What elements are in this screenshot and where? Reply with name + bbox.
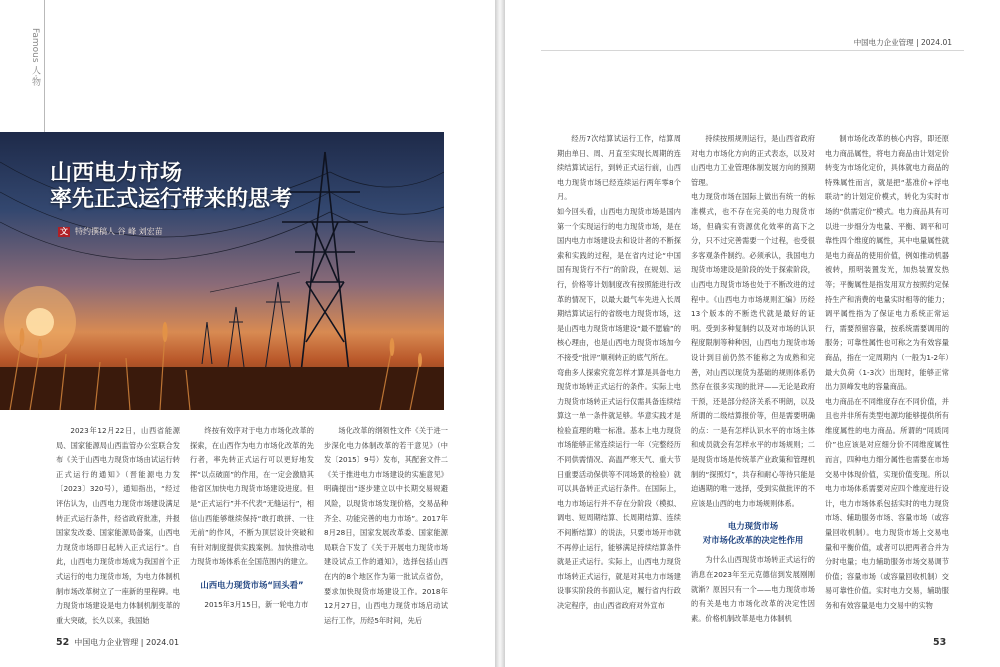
paragraph: 制市场化改革的核心内容，即还原电力商品属性，将电力商品由计划定价转变为市场化定价，具体就电力商品的特殊属性而言，就是把“基准价+浮电联动”的计划定价模式，转化为实时市场的“供需定价”模式。电力商品具有可以进一步细分为电量、平衡、调平和可靠性四个维度的属性，其中电量属性就是电力商品的使用价值，例如推动机器被转，照明装置发光，加热装置发热等；平衡属性是指发用双方按照约定保持生产和消费的电量实时相等的能力；调平属性指为了保证电力系统正常运行，需要预留容量，按系统需要调用的服务；可靠性属性也可称之为有效容量商品，指在一定周期内（一般为1-2年）最大负荷（1-3次）出现时，能够正常出力顶峰发电的容量商品。 电力商品在不同维度存在不同价值，并且也并非所有类型电源均能够提供所有维度属性的电力商品。所谓的“同质同价”也应该是对应细分价不同维度属性而言，四种电力细分属性也需要在市场交易中体现价值，实现价值变现。所以电力市场体系需要对应四个维度进行设计，电力市场体系包括实时的电力现货市场、辅助服务市场、容量市场（或容量回收机制）。电力现货市场上交易电量和平衡价值，或者可以把两者合并为分时电量；电力辅助服务市场交易调节价值；容量市场（或容量回收机制）交易可靠性价值。实时电力交易，辅助服务和有效容量是电力交易中的实物 bbox=[825, 134, 949, 610]
paragraph: 终按有效序对于电力市场化改革的探索，在山西作为电力市场化改革的先行者，率先转正式运行可以更好地发挥“以点破面”的作用，在一定会激励其他省区加快电力现货市场建设进度。但是“正式运行”并不代表“无缝运行”，相信山西能够继续保持“敢打敢拼、一往无前”的作风，不断为顶层设计突破和有针对制度提供实践案例。加快推动电力现货市场体系在全国范围内的建立。 bbox=[190, 426, 314, 567]
paragraph: 2023年12月22日，山西省能源局、国家能源局山西监管办公室联合发布《关于山西电力现货市场由试运行转正式运行的通知》（晋能源电力发〔2023〕320号），通知指出，“经过评估认为，山西电力现货市场建设满足转正式运行条件，经省政府批准，并报国家发改委、国家能源局备案，山西电力现货市场即日起转入正式运行”。自此，山西电力现货市场成为我国首个正式运行的电力现货市场，为电力体制机制市场改革树立了一座新的里程碑。电力现货市场建设是电力体制机制变革的重大突破，长久以来，我国始 bbox=[56, 426, 180, 625]
byline bbox=[58, 226, 163, 237]
running-header: 中国电力企业管理 | 2024.01 bbox=[853, 38, 952, 47]
section-subhead: 山西电力现货市场“回头看” bbox=[200, 579, 304, 590]
left-column-1 bbox=[56, 424, 180, 634]
right-column-1 bbox=[557, 132, 681, 632]
right-column-3 bbox=[825, 132, 949, 632]
byline-authors: 特约撰稿人 谷 峰 刘宏苗 bbox=[75, 227, 163, 236]
paragraph: 2015年3月15日，新一轮电力市 bbox=[204, 599, 309, 609]
paragraph: 持续按照规则运行，是山西省政府对电力市场化方向的正式表态，以及对山西电力工业管理体制发展方向的预期管理。 电力现货市场在国际上做出有统一的标准模式，也不存在完美的电力现货市场，但确实有资源优化效率的高下之分，只不过完善需要一个过程，也受很多客观条件制约。必须承认，我国电力现货市场建设是阶段的处于探索阶段，山西电力现货市场也处于不断改进的过程中。《山西电力市场规则汇编》历经13个版本的不断迭代就是最好的证明。受到多种复制约以及对市场的认识程度限制等种种因，山西电力现货市场设计到目前仍然不能称之为成熟和完善，对山西以现货为基础的规则体系仍然存在很多实现的批评——无论是政府干预，还是部分经济关系不明朗，以及所谓的二级结算报价等，但是需要明确的点：一是有怎样认识水平的市场主体和成员就会有怎样水平的市场规则；二是现货市场是传统革产业政策和管理机制的“探照灯”，共存和耐心等待只能是迫遇期的唯一选择，受到实做批评的不应该是山西的电力市场规则体系。 bbox=[691, 134, 815, 508]
left-page bbox=[0, 0, 495, 667]
paragraph: 经历7次结算试运行工作，结算周期由单日、周、月直至实现长周期的连续结算试运行，到转正式运行前，山西电力现货市场已经连续运行两年零8个月。 如今回头看，山西电力现货市场是国内第一个实现运行的电力现货市场，是在国内电力市场建设去和设计者的不断探索和实践的过程，是在省内过论“中国国有现货行不行”的阶段，在规划、运行，价格等计划制度改有按照能进行改革的情况下，以最大最气车先进入长周期结算试运行的省级电力现货市场，这是山西电力现货市场建设“最不愿输”的核心理由，也是山西电力现货市场加今不接受“批评”顺利转正的底气所在。 弯曲多人探索究竟怎样才算是具备电力现货市场转正式运行的条件。实际上电力现货市场转正式运行仅需具备连续结算这一单一条件就足够。华意实践才是检验直理的唯一标准。基本上电力现货市场能够正常连续运行一年（完整经历不同供需情况、高温严寒天气、重大节日重要活动保供等不同场景的检验）就可以具备转正式运行条件。在国际上，电力市场运行并不存在分阶段（模拟、调电、短周期结算、长周期结算、连续不间断结算）的说法，只要市场开市就不再停止运行，能够满足持续结算条件就是正式运行。实际上，山西电力现货市场转正式运行，就是对其电力市场建设事实阶段的书面认定，履行省内行政决定程序，由山西省政府对外宣布 bbox=[557, 134, 681, 610]
header-rule bbox=[541, 50, 964, 51]
byline-tag: 文 bbox=[60, 226, 68, 236]
folio-text: 中国电力企业管理 | 2024.01 bbox=[74, 638, 180, 647]
article-title: 山西电力市场 率先正式运行带来的思考 bbox=[50, 160, 293, 212]
page-number: 53 bbox=[933, 637, 947, 648]
right-folio bbox=[933, 637, 946, 648]
right-column-2 bbox=[691, 132, 815, 632]
section-divider bbox=[44, 0, 45, 132]
section-label: Famous 人·物 bbox=[30, 28, 40, 87]
right-page bbox=[505, 0, 1000, 667]
left-folio bbox=[56, 637, 179, 648]
section-subhead: 电力现货市场 对市场化改革的决定性作用 bbox=[702, 521, 804, 546]
paragraph: 为什么山西现货市场转正式运行的消息在2023年至元克德信到发展刚刚就渐？原因只有一个——电力现货市场的有关是电力市场化改革的决定性因素。价格机制改革是电力体制机 bbox=[691, 555, 815, 623]
spine bbox=[495, 0, 505, 667]
paragraph: 场化改革的纲领性文件《关于进一步深化电力体制改革的若干意见》（中发〔2015〕9号）发布，其配套文件二《关于推进电力市场建设的实施意见》明确提出“逐步建立以中长期交易规避风险，以现货市场发现价格，交易品种齐全、功能完善的电力市场”。2017年8月28日，国家发展改革委、国家能源局联合下发了《关于开展电力现货市场建设试点工作的通知》，选择包括山西在内的8个地区作为第一批试点省份，要求加快现货市场建设工作。2018年12月27日，山西电力现货市场启动试运行工作，历经5年时间，先后 bbox=[324, 426, 448, 625]
left-column-3 bbox=[324, 424, 448, 634]
left-column-2 bbox=[190, 424, 314, 634]
page-number: 52 bbox=[56, 637, 70, 648]
